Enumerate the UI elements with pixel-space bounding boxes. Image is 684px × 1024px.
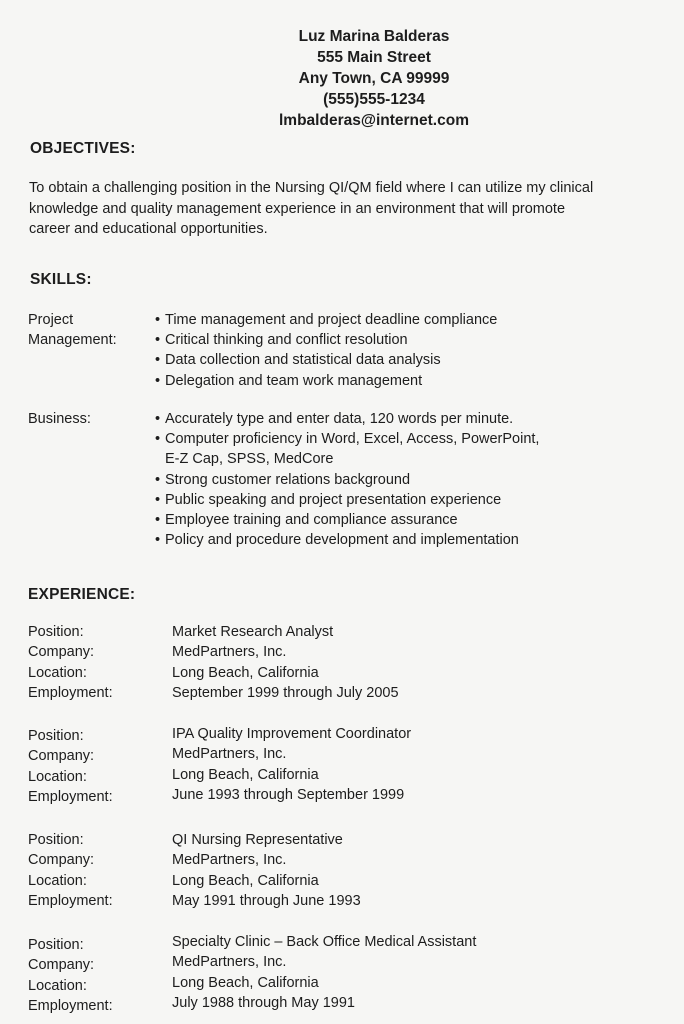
skills-heading: SKILLS: <box>30 271 92 288</box>
employment-label: Employment: <box>28 997 113 1014</box>
job-company: MedPartners, Inc. <box>172 644 287 661</box>
bullet-icon: • <box>155 491 161 508</box>
job-position: IPA Quality Improvement Coordinator <box>172 726 412 742</box>
objectives-line: To obtain a challenging position in the Nursing QI/QM field where I can utilize my clinical <box>29 180 594 196</box>
job-location: Long Beach, California <box>172 664 319 681</box>
list-item: • Data collection and statistical data analysis <box>155 350 497 370</box>
objectives-line: knowledge and quality management experience in an environment that will promote <box>29 200 566 217</box>
list-item: • Policy and procedure development and implementation <box>155 530 539 550</box>
company-label: Company: <box>28 748 95 765</box>
list-item: • Accurately type and enter data, 120 words per minute. <box>155 409 539 429</box>
contact-header <box>0 26 684 131</box>
bullet-icon: • <box>155 471 161 488</box>
employment-label: Employment: <box>28 788 113 805</box>
street-address: 555 Main Street <box>317 49 431 66</box>
skill-label-line: Project <box>28 312 74 328</box>
job-location: Long Beach, California <box>172 974 319 991</box>
location-label: Location: <box>28 768 87 785</box>
job-position: Market Research Analyst <box>172 624 334 640</box>
bullet-icon: • <box>155 352 161 369</box>
list-item: • Strong customer relations background <box>155 470 539 490</box>
list-item: • Critical thinking and conflict resolution <box>155 330 497 350</box>
bullet-icon: • <box>155 512 161 529</box>
company-label: Company: <box>28 852 95 869</box>
job-entry <box>28 622 668 703</box>
skill-label-line: Management: <box>28 332 117 349</box>
bullet-icon: • <box>155 431 161 448</box>
email-address: lmbalderas@internet.com <box>279 112 469 129</box>
bullet-icon: • <box>155 372 161 389</box>
job-location: Long Beach, California <box>172 872 319 889</box>
list-item: • Time management and project deadline compliance <box>155 310 497 330</box>
job-company: MedPartners, Inc. <box>172 746 287 763</box>
bullet-icon: • <box>155 312 161 328</box>
skill-group-label: Business: <box>28 411 91 427</box>
experience-heading: EXPERIENCE: <box>28 586 136 603</box>
job-entry <box>28 830 668 911</box>
location-label: Location: <box>28 977 87 994</box>
location-label: Location: <box>28 872 87 889</box>
city-state-zip: Any Town, CA 99999 <box>298 70 450 87</box>
employment-label: Employment: <box>28 684 113 701</box>
bullet-icon: • <box>155 411 161 427</box>
job-employment: September 1999 through July 2005 <box>172 684 399 701</box>
phone-number: (555)555-1234 <box>323 91 425 108</box>
job-position: QI Nursing Representative <box>172 832 343 848</box>
job-employment: June 1993 through September 1999 <box>172 786 405 803</box>
applicant-name: Luz Marina Balderas <box>298 28 450 45</box>
job-location: Long Beach, California <box>172 766 319 783</box>
list-item: • Employee training and compliance assurance <box>155 510 539 530</box>
employment-label: Employment: <box>28 892 113 909</box>
skill-group-label <box>28 310 148 351</box>
list-item: • Public speaking and project presentation experience <box>155 490 539 510</box>
bullet-icon: • <box>155 532 161 549</box>
job-company: MedPartners, Inc. <box>172 954 287 971</box>
list-item: • Delegation and team work management <box>155 371 497 391</box>
list-item-continuation: E-Z Cap, SPSS, MedCore <box>165 451 334 468</box>
skill-list <box>155 310 497 391</box>
location-label: Location: <box>28 664 87 681</box>
position-label: Position: <box>28 937 84 953</box>
position-label: Position: <box>28 832 84 848</box>
objectives-text <box>29 178 659 240</box>
objectives-line: career and educational opportunities. <box>29 221 268 237</box>
job-position: Specialty Clinic – Back Office Medical Assistant <box>172 934 477 950</box>
bullet-icon: • <box>155 332 161 349</box>
skill-list <box>155 409 539 550</box>
job-entry <box>28 935 668 1016</box>
company-label: Company: <box>28 644 95 661</box>
list-item: • Computer proficiency in Word, Excel, Access, PowerPoint, E-Z Cap, SPSS, MedCore <box>155 429 539 469</box>
job-entry <box>28 726 668 807</box>
job-company: MedPartners, Inc. <box>172 852 287 869</box>
position-label: Position: <box>28 728 84 744</box>
position-label: Position: <box>28 624 84 640</box>
objectives-heading: OBJECTIVES: <box>30 140 136 157</box>
job-employment: May 1991 through June 1993 <box>172 892 361 909</box>
job-employment: July 1988 through May 1991 <box>172 994 355 1011</box>
company-label: Company: <box>28 957 95 974</box>
